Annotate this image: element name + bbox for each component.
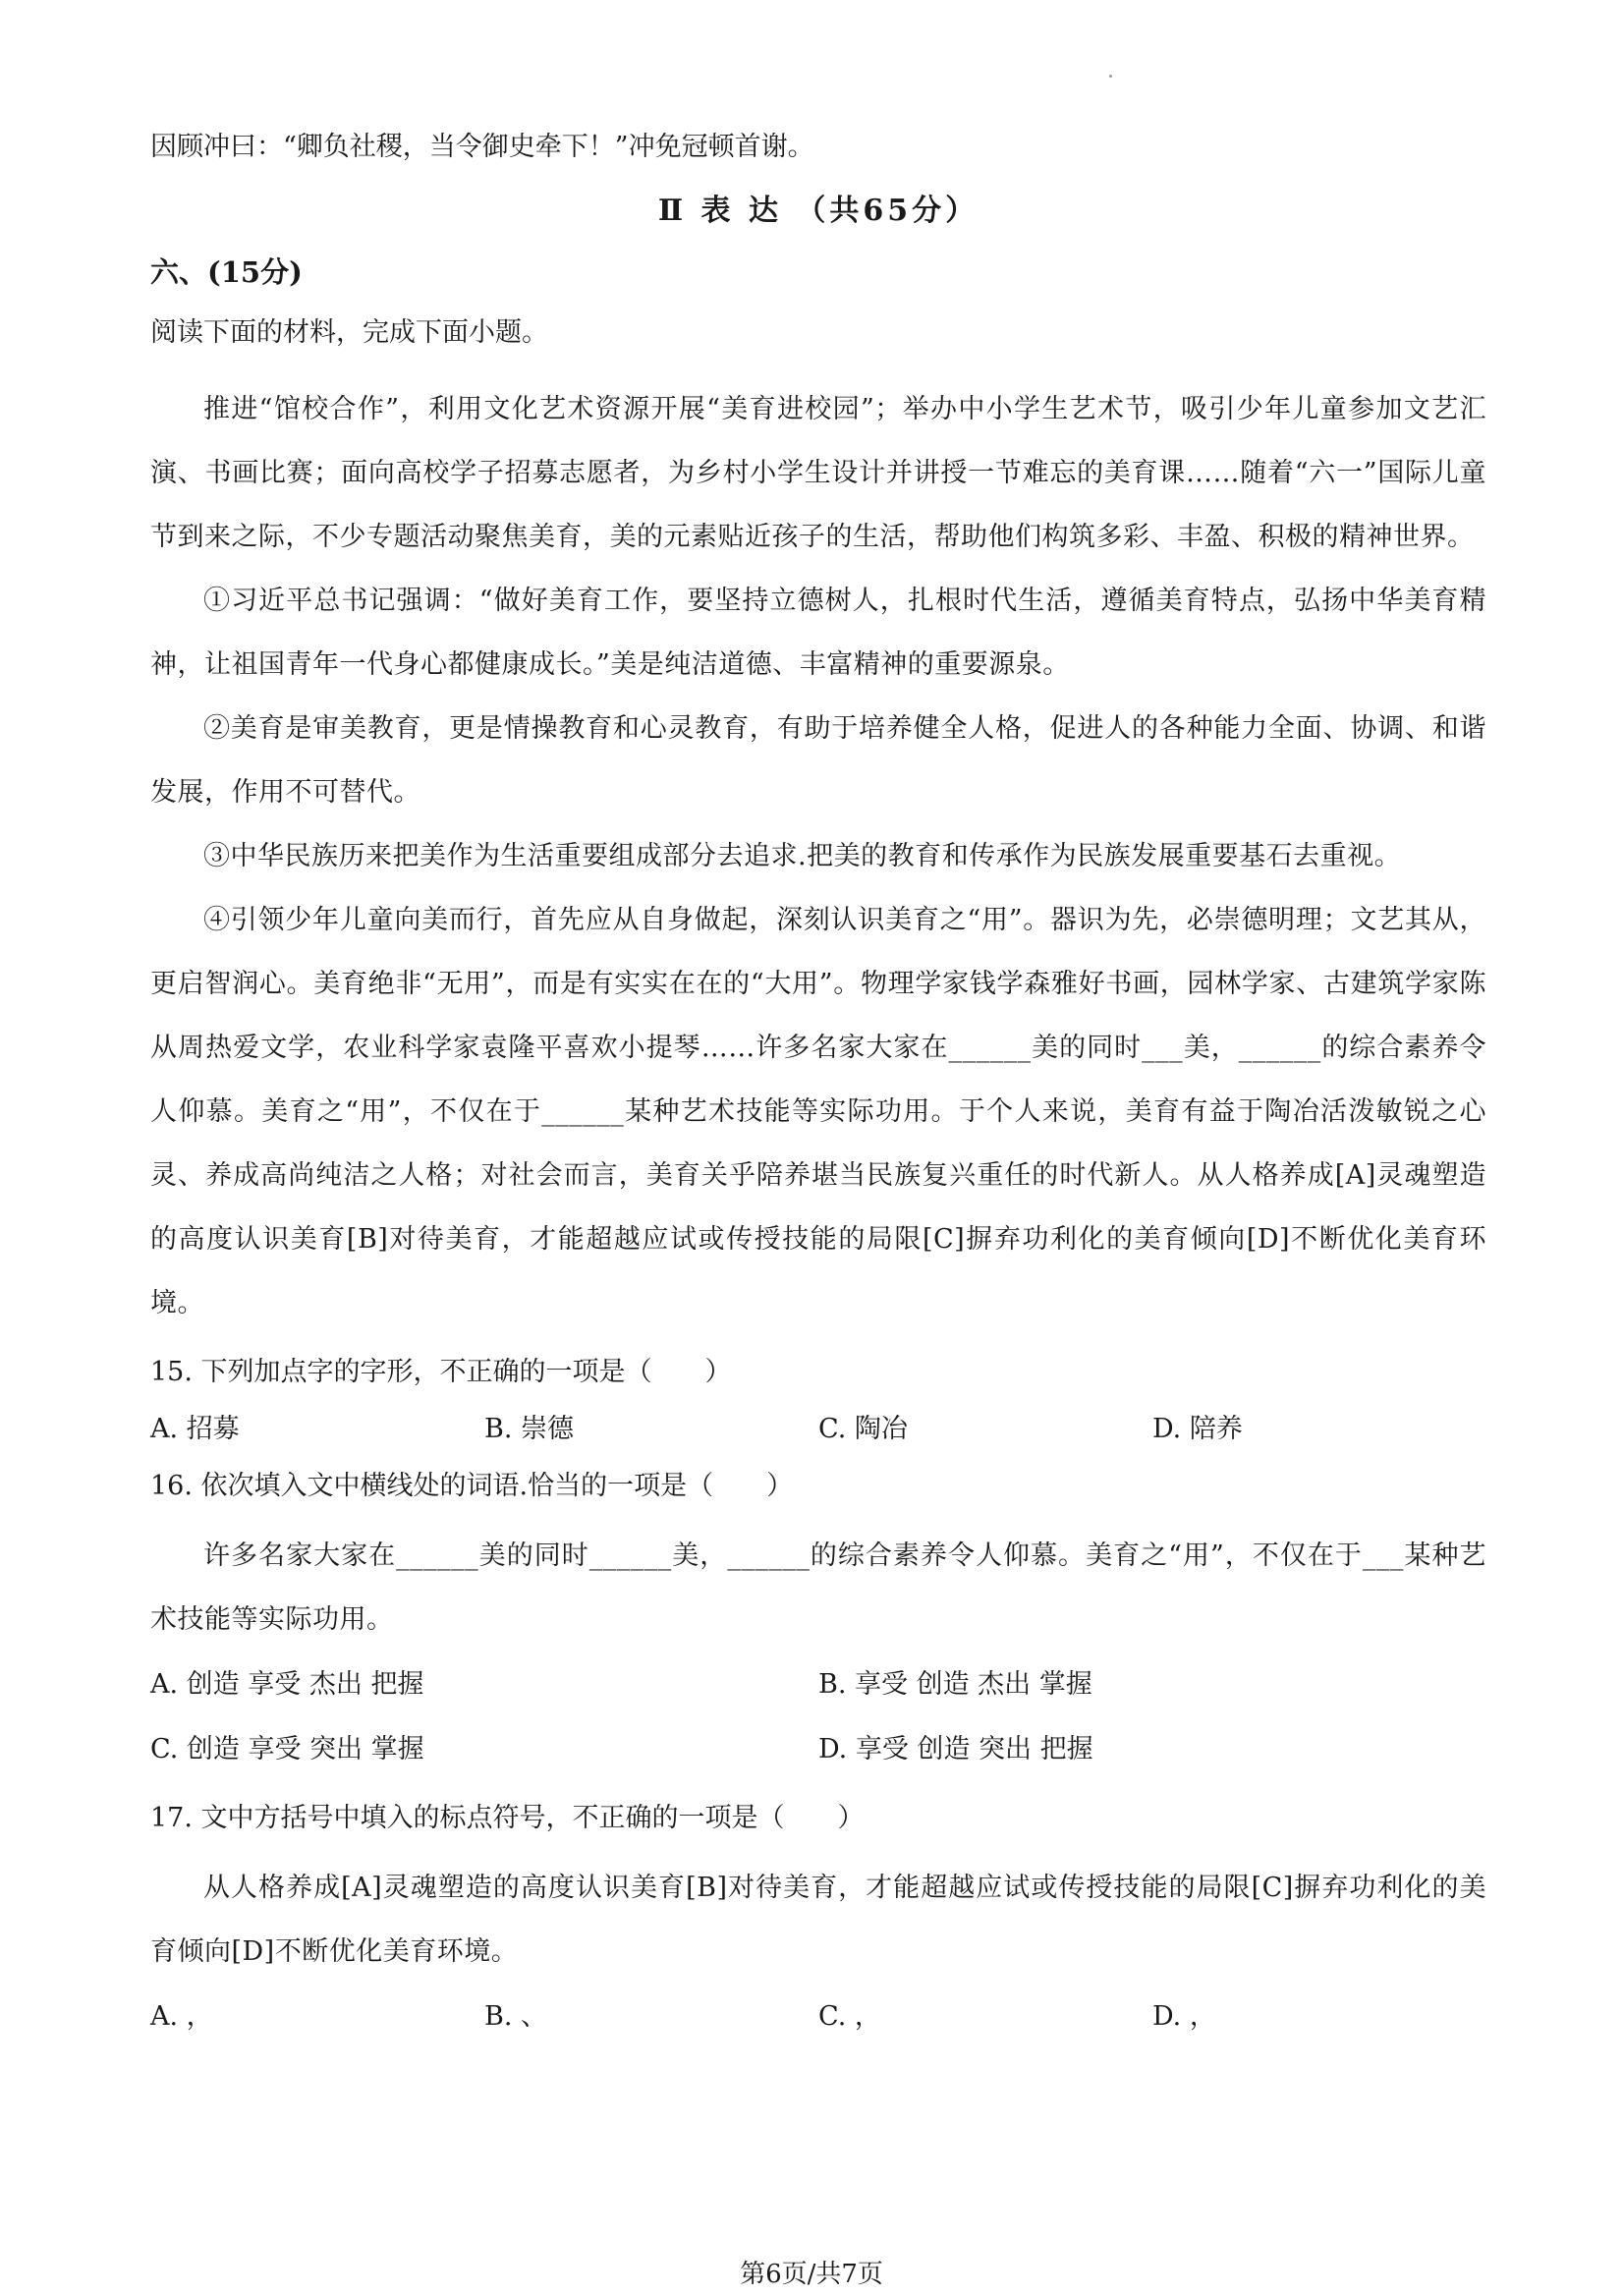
- option-a[interactable]: A. 创造 享受 杰出 把握: [150, 1669, 424, 1700]
- reading-material: [150, 377, 1486, 1335]
- option-b[interactable]: B. 崇德: [484, 1414, 575, 1444]
- section-title: Ⅱ 表 达 （共65分）: [657, 194, 979, 228]
- previous-passage-end: 因顾冲曰：“卿负社稷，当令御史牵下！”冲免冠顿首谢。: [150, 132, 814, 162]
- option-d[interactable]: D. ，: [1152, 2001, 1216, 2032]
- option-a[interactable]: A. 招募: [150, 1414, 240, 1444]
- options: [150, 1410, 1486, 1449]
- options: [150, 1997, 1486, 2037]
- question-15: [150, 1353, 1486, 1449]
- option-d[interactable]: D. 享受 创造 突出 把握: [818, 1734, 1093, 1764]
- material-paragraph: ②美育是审美教育，更是情操教育和心灵教育，有助于培养健全人格，促进人的各种能力全面、协调、和谐发展，作用不可替代。: [150, 713, 1486, 808]
- question-quote: 从人格养成[A]灵魂塑造的高度认识美育[B]对待美育，才能超越应试或传授技能的局限[C]摒弃功利化的美育倾向[D]不断优化美育环境。: [150, 1873, 1486, 1967]
- question-17: [150, 1799, 1486, 2037]
- question-stem: 17. 文中方括号中填入的标点符号，不正确的一项是（ ）: [150, 1803, 865, 1833]
- option-c[interactable]: C. 陶冶: [818, 1414, 908, 1444]
- option-c[interactable]: C. 创造 享受 突出 掌握: [150, 1734, 424, 1764]
- option-b[interactable]: B. 享受 创造 杰出 掌握: [818, 1669, 1092, 1700]
- material-paragraph: ①习近平总书记强调：“做好美育工作，要坚持立德树人，扎根时代生活，遵循美育特点，弘扬中华美育精神，让祖国青年一代身心都健康成长。”美是纯洁道德、丰富精神的重要源泉。: [150, 586, 1486, 680]
- options: [150, 1665, 1486, 1795]
- option-c[interactable]: C. ，: [818, 2001, 881, 2032]
- instruction: 阅读下面的材料，完成下面小题。: [150, 317, 548, 348]
- option-b[interactable]: B. 、: [484, 2001, 548, 2032]
- material-paragraph: ④引领少年儿童向美而行，首先应从自身做起，深刻认识美育之“用”。器识为先，必崇德明理；文艺其从，更启智润心。美育绝非“无用”，而是有实实在在的“大用”。物理学家钱学森雅好书画，园林学家、古建筑学家陈从周热爱文学，农业科学家袁隆平喜欢小提琴……许多名家大家在______美的同时___美，______的综合素养令人仰慕。美育之“用”，不仅在于______某种艺术技能等实际功用。于个人来说，美育有益于陶冶活泼敏锐之心灵、养成高尚纯洁之人格；对社会而言，美育关乎陪养堪当民族复兴重任的时代新人。从人格养成[A]灵魂塑造的高度认识美育[B]对待美育，才能超越应试或传授技能的局限[C]摒弃功利化的美育倾向[D]不断优化美育环境。: [150, 905, 1486, 1318]
- question-16: [150, 1467, 1486, 1795]
- scan-speck: [1109, 75, 1112, 78]
- part-heading: 六、(15分): [150, 255, 303, 289]
- question-quote: 许多名家大家在______美的同时______美，______的综合素养令人仰慕。美育之“用”，不仅在于___某种艺术技能等实际功用。: [150, 1540, 1486, 1635]
- material-paragraph: ③中华民族历来把美作为生活重要组成部分去追求.把美的教育和传承作为民族发展重要基石去重视。: [203, 841, 1402, 871]
- question-stem: 16. 依次填入文中横线处的词语.恰当的一项是（ ）: [150, 1471, 794, 1501]
- question-stem: 15. 下列加点字的字形，不正确的一项是（ ）: [150, 1357, 732, 1387]
- exam-page: [150, 128, 1486, 2041]
- page-number: 第6页/共7页: [740, 2260, 883, 2289]
- option-d[interactable]: D. 陪养: [1152, 1414, 1243, 1444]
- option-a[interactable]: A. ，: [150, 2001, 213, 2032]
- material-paragraph: 推进“馆校合作”，利用文化艺术资源开展“美育进校园”；举办中小学生艺术节，吸引少年儿童参加文艺汇演、书画比赛；面向高校学子招募志愿者，为乡村小学生设计并讲授一节难忘的美育课……随着“六一”国际儿童节到来之际，不少专题活动聚焦美育，美的元素贴近孩子的生活，帮助他们构筑多彩、丰盈、积极的精神世界。: [150, 394, 1486, 552]
